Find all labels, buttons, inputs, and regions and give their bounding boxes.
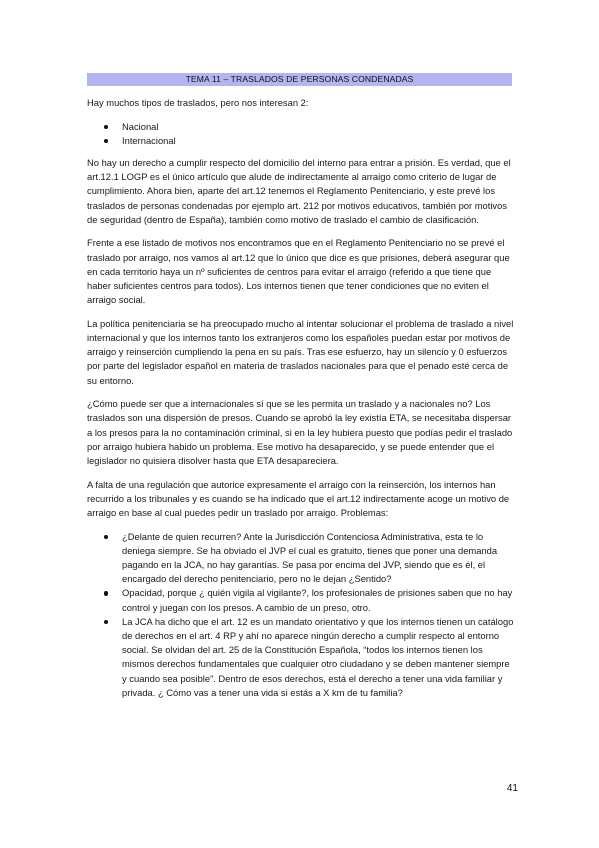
list-item	[87, 615, 515, 700]
body-paragraph: La política penitenciaria se ha preocupado mucho al intentar solucionar el problema de traslado a nivel internacional y que los internos tanto los extranjeros como los españoles puedan estar por motivos de arraigo y reinserción cumpliendo la pena en su país. Tras ese esfuerzo, hay un silencio y 0 esfuerzos por parte del legislador español en materia de traslados nacionales para que el penado esté cerca de su entorno.	[87, 317, 514, 386]
document-body	[87, 96, 515, 708]
transfer-types-list	[87, 120, 515, 148]
list-item-text: Nacional	[122, 120, 159, 132]
intro-paragraph: Hay muchos tipos de traslados, pero nos interesan 2:	[87, 97, 309, 108]
bullet-icon	[104, 125, 108, 129]
list-item-text: Opacidad, porque ¿ quién vigila al vigilante?, los profesionales de prisiones saben que no hay control y juegan con los presos. A cambio de un preso, otro.	[122, 587, 513, 613]
list-item	[87, 120, 515, 134]
list-item-text: La JCA ha dicho que el art. 12 es un mandato orientativo y que los internos tienen un catálogo de derechos en el art. 4 RP y ahí no aparece ningún derecho a cumplir respecto al entorno social. Se olvidan del art. 25 de la Constitución Española, “todos los internos tienen los mismos derechos fundamentales que cualquier otro ciudadano y se deben mantener siempre y cuando sea posible”. Dentro de esos derechos, está el derecho a tener una vida familiar y privada. ¿ Cómo vas a tener una vida si estás a X km de tu familia?	[122, 615, 514, 698]
list-item-text: ¿Delante de quien recurren? Ante la Jurisdicción Contenciosa Administrativa, esta te lo deniega siempre. Se ha obviado el JVP el cual es gratuito, tienes que poner una demanda pagando en la JCA, no hay garantías. Se pasa por encima del JVP, siendo que es él, el encargado del derecho penitenciario, pero no le dejan ¿Sentido?	[122, 530, 498, 585]
page-number: 41	[506, 783, 518, 794]
bullet-icon	[104, 591, 108, 595]
bullet-icon	[104, 620, 108, 624]
bullet-icon	[104, 139, 108, 143]
list-item-text: Internacional	[122, 134, 176, 146]
body-paragraph: ¿Cómo puede ser que a internacionales sí que se les permita un traslado y a nacionales no? Los traslados son una dispersión de presos. Cuando se aprobó la ley existía ETA, se necesitaba dispersar a los presos para la no contaminación criminal, si en la ley hubiera puesto que podías pedir el traslado por arraigo hubiera habido un problema. Ese motivo ha desaparecido, y se puede entender que el legislador no quisiera disolver hasta que ETA desapareciera.	[87, 398, 513, 467]
list-item	[87, 530, 515, 587]
body-paragraph: No hay un derecho a cumplir respecto del domicilio del interno para entrar a prisión. Es verdad, que el art.12.1 LOGP es el único artículo que alude de indirectamente al arraigo como criterio de lugar de cumplimiento. Ahora bien, aparte del art.12 tenemos el Reglamento Penitenciario, y este prevé los traslados de personas condenadas por ejemplo art. 212 por motivos educativos, también por motivos de seguridad (dentro de España), también como motivo de traslado el cambio de clasificación.	[87, 157, 511, 225]
list-item	[87, 586, 515, 614]
problems-list	[87, 530, 515, 700]
section-heading: TEMA 11 – TRASLADOS DE PERSONAS CONDENADAS	[87, 73, 512, 86]
bullet-icon	[104, 535, 108, 539]
body-paragraph: A falta de una regulación que autorice expresamente el arraigo con la reinserción, los internos han recurrido a los tribunales y es cuando se ha indicado que el art.12 indirectamente acoge un motivo de arraigo en base al cual puedes pedir un traslado por arraigo. Problemas:	[87, 478, 510, 519]
body-paragraph: Frente a ese listado de motivos nos encontramos que en el Reglamento Penitenciario no se prevé el traslado por arraigo, nos vamos al art.12 que lo único que dice es que prisiones, deberá asegurar que en cada territorio haya un nº suficientes de centros para evitar el arraigo (referido a que tiene que haber suficientes centros para todos). Los internos tienen que tener condiciones que no eviten el arraigo social.	[87, 237, 510, 306]
list-item	[87, 134, 515, 148]
